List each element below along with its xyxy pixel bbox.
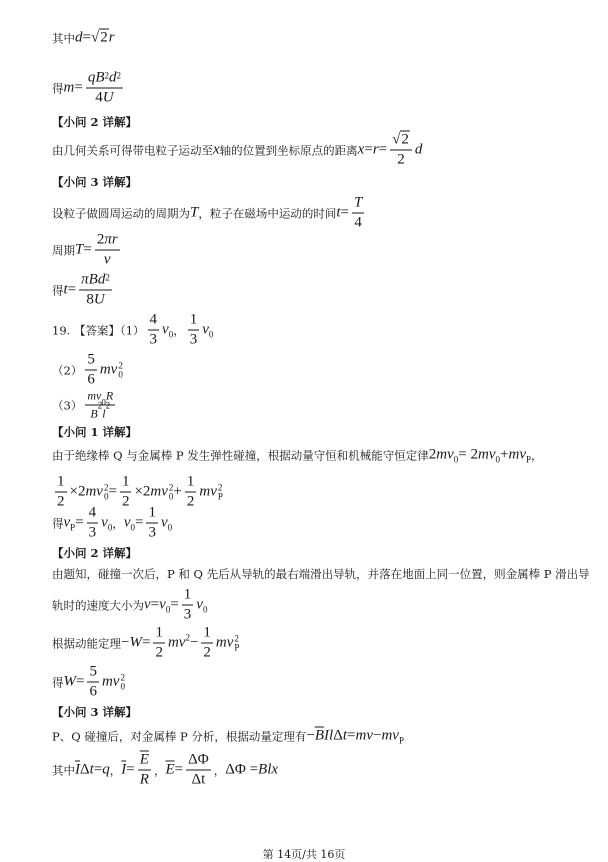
math-variable: r [372, 141, 379, 158]
section-heading [52, 424, 137, 440]
solution-line [52, 195, 367, 232]
solution-line [52, 232, 123, 269]
math-superscript: 2 [185, 632, 190, 642]
math-text: 4 [88, 504, 97, 521]
math-subscript: 0 [168, 329, 174, 339]
math-variable: v [123, 514, 131, 531]
fraction-denominator [395, 151, 407, 169]
math-fraction [85, 389, 115, 422]
text-run: ， [109, 763, 122, 777]
math-fraction [86, 70, 123, 107]
math-sqrt [91, 30, 109, 47]
fraction-denominator [88, 400, 112, 422]
math-variable: t [63, 281, 68, 298]
math-text: 1 [57, 473, 65, 490]
fraction-denominator [185, 493, 197, 511]
math-text: 3 [88, 524, 97, 541]
math-variable: r [108, 29, 115, 46]
math-text: 4 [354, 214, 362, 231]
math-variable: d [75, 29, 83, 46]
math-text: 1 [121, 473, 130, 490]
text-run: （2） [52, 363, 83, 377]
math-text: 8 [86, 291, 94, 308]
math-fraction [146, 505, 158, 542]
fraction-numerator [352, 195, 364, 214]
math-variable: W [63, 673, 76, 690]
fraction-denominator [182, 606, 194, 624]
text-run: ， [531, 448, 543, 462]
fraction-numerator [85, 352, 97, 371]
sqrt-sign: √ [90, 29, 100, 46]
text-run: 由于绝缘棒 Q 与金属棒 P 发生弹性碰撞，根据动量守恒和机械能守恒定律 [52, 448, 429, 462]
text-run: 其中 [52, 763, 75, 777]
math-text: 6 [87, 371, 95, 388]
math-variable: mv [167, 634, 186, 651]
solution-line [52, 752, 278, 789]
fraction-denominator [87, 683, 99, 701]
math-variable: mv [87, 388, 102, 403]
math-text: = [126, 761, 135, 778]
math-fraction [185, 474, 197, 511]
section-heading [52, 174, 137, 190]
heading-text: 【小问 2 详解】 [52, 546, 138, 560]
math-text: 4 [95, 89, 103, 106]
math-text: = [364, 141, 373, 158]
math-text: = [108, 483, 117, 500]
math-subscript: 0 [120, 681, 125, 691]
math-mean-value: $\overline{E}$ [165, 761, 175, 778]
math-variable: mv [508, 446, 526, 463]
math-superscript: 2 [103, 482, 109, 492]
fraction-denominator [148, 331, 160, 349]
math-text: ΔΦ = [225, 761, 259, 778]
math-variable: t [342, 727, 348, 744]
section-heading [52, 704, 137, 720]
fraction-numerator [148, 312, 160, 331]
math-text: 5 [87, 351, 95, 368]
math-variable: mv [478, 446, 496, 463]
math-text: Δt [191, 771, 206, 788]
fraction-numerator [79, 272, 112, 291]
math-text: + [500, 446, 509, 463]
text-run: （3） [52, 398, 83, 412]
sqrt-radicand: 2 [100, 29, 108, 46]
fraction-denominator [352, 214, 364, 232]
math-text: − [189, 634, 199, 651]
math-text: − [306, 727, 315, 744]
text-run: ， [213, 763, 226, 777]
math-text: 6 [89, 683, 97, 700]
math-text: 3 [183, 606, 192, 623]
math-fraction [79, 272, 112, 309]
fraction-numerator [87, 664, 99, 683]
math-subscript: 0 [107, 522, 113, 532]
math-text: 1 [155, 624, 163, 641]
math-fraction [153, 625, 165, 662]
math-variable: W [129, 634, 142, 651]
math-fraction [390, 132, 412, 169]
heading-text: 【小问 1 详解】 [52, 425, 138, 439]
math-variable: t [89, 761, 94, 778]
math-variable: Blx [258, 761, 279, 778]
math-text: = [76, 673, 85, 690]
solution-line [52, 505, 172, 542]
math-text: 1 [189, 311, 198, 328]
math-subscript: 0 [208, 329, 214, 339]
text-run: ，粒子在磁场中运动的时间 [198, 206, 337, 220]
math-variable: t [336, 204, 341, 221]
math-mean-value: $\overline{I}$ [121, 761, 127, 778]
math-subscript: 0 [118, 369, 123, 379]
math-fraction [148, 312, 160, 349]
math-subscript: 0 [495, 454, 501, 464]
math-superscript: 2 [105, 400, 111, 411]
heading-text: 【小问 3 详解】 [52, 705, 138, 719]
fraction-numerator [86, 70, 123, 89]
math-text: = [174, 761, 184, 778]
math-variable: R [139, 771, 149, 788]
section-heading [52, 545, 137, 561]
text-run: 周期 [52, 243, 75, 257]
math-text: 2 [155, 644, 163, 661]
math-text: 5 [89, 663, 97, 680]
math-subscript: 0 [130, 522, 135, 532]
math-text: = [347, 727, 356, 744]
math-superscript: 2 [234, 633, 239, 643]
math-text: 2 [121, 493, 130, 510]
math-variable: q [102, 761, 110, 778]
math-sqrt [392, 132, 410, 149]
section-heading [52, 114, 137, 130]
math-text: 2 [203, 644, 211, 661]
fraction-denominator [188, 331, 200, 349]
text-run: 其中 [52, 31, 75, 45]
math-text: 4 [149, 311, 158, 328]
math-variable: v [101, 514, 108, 531]
math-text: ×2 [69, 483, 86, 500]
math-text: = [150, 596, 160, 613]
fraction-denominator [138, 771, 151, 789]
math-subscript: 0 [168, 491, 174, 501]
solution-line [52, 447, 543, 464]
math-subscript: P [234, 642, 240, 652]
math-text: 2 [397, 151, 405, 168]
solution-line [52, 566, 590, 582]
math-text: = [67, 281, 77, 298]
text-run: 得 [52, 516, 64, 530]
math-text: 2 [57, 493, 65, 510]
math-variable: v [162, 321, 169, 338]
text-run: 由题知，碰撞一次后，P 和 Q 先后从导轨的最右端滑出导轨，并落在地面上同一位置，则金属棒 P 滑出导 [52, 567, 590, 581]
math-text: ×2 [134, 483, 151, 500]
math-subscript: 0 [101, 397, 106, 408]
math-subsup [118, 361, 123, 379]
math-fraction [85, 352, 97, 389]
math-fraction [87, 505, 99, 542]
fraction-denominator [153, 644, 165, 662]
fraction-denominator [87, 524, 99, 542]
math-superscript: 2 [97, 400, 103, 411]
text-run: 19. 【答案】（1） [52, 323, 145, 337]
fraction-numerator [138, 752, 151, 771]
math-text: − [372, 727, 382, 744]
text-run: 根据动能定理 [52, 636, 121, 650]
math-mean-value: $\overline{B}$ [314, 727, 325, 744]
math-variable: qB [87, 69, 105, 86]
math-variable: x [357, 141, 365, 158]
math-text: = [75, 514, 84, 531]
solution-line [52, 272, 115, 309]
text-run: 得 [52, 81, 64, 95]
fraction-numerator [55, 474, 67, 493]
math-fraction [182, 587, 194, 624]
math-mean-value: $\overline{I}$ [75, 761, 80, 778]
math-superscript: 2 [105, 272, 110, 283]
text-run: 由几何关系可得带电粒子运动至 [52, 143, 213, 157]
heading-text: 【小问 3 详解】 [52, 175, 138, 189]
math-subscript: 0 [453, 454, 459, 464]
heading-text: 【小问 2 详解】 [52, 115, 138, 129]
math-subscript: 0 [202, 604, 208, 614]
text-run: ， [173, 323, 185, 337]
math-fraction [201, 625, 213, 662]
fraction-denominator [102, 251, 113, 269]
math-variable: Il [324, 727, 334, 744]
math-text: = [340, 204, 349, 221]
solution-line [52, 352, 123, 389]
fraction-numerator [185, 474, 197, 493]
math-subsup [234, 634, 239, 652]
math-text: = [93, 761, 103, 778]
text-run: ， [112, 516, 124, 530]
math-text: 1 [148, 504, 156, 521]
solution-line [52, 587, 207, 624]
math-variable: mv [215, 634, 234, 651]
math-text: = [82, 29, 91, 46]
math-text: 3 [189, 331, 198, 348]
page-footer: 第 14页/共 16页 [262, 848, 346, 861]
fraction-numerator [87, 505, 99, 524]
math-superscript: 2 [217, 482, 223, 492]
text-run: 得 [52, 283, 64, 297]
math-text: 2 [428, 446, 437, 463]
math-variable: T [353, 194, 363, 211]
fraction-denominator [146, 524, 158, 542]
math-variable: x [213, 141, 220, 158]
math-text: − [121, 634, 130, 651]
solution-line [52, 132, 422, 169]
fraction-numerator [146, 505, 158, 524]
math-subscript: P [525, 454, 531, 464]
math-subscript: P [217, 491, 223, 501]
math-superscript: 2 [104, 70, 109, 81]
solution-line [52, 625, 239, 662]
math-fraction [352, 195, 364, 232]
math-superscript: 2 [116, 70, 121, 81]
math-variable: mv [85, 483, 103, 500]
fraction-denominator [84, 291, 106, 309]
math-text: = [141, 634, 151, 651]
math-superscript: 2 [118, 360, 123, 370]
math-variable: T [190, 204, 199, 221]
math-text: 2 [96, 231, 105, 248]
math-text: Δ [333, 727, 343, 744]
math-text: 1 [186, 473, 195, 490]
math-fraction [186, 752, 211, 789]
fraction-numerator [188, 312, 200, 331]
math-variable: v [202, 321, 209, 338]
math-variable: v [160, 514, 168, 531]
math-superscript: 2 [120, 672, 125, 682]
math-variable: πBd [81, 271, 106, 288]
math-variable: mv [199, 483, 217, 500]
math-variable: v [159, 596, 166, 613]
text-run: 轨时的速度大小为 [52, 598, 144, 612]
math-subsup [120, 673, 125, 691]
math-variable: v [144, 596, 151, 613]
fraction-numerator [390, 132, 412, 151]
math-variable: mv [101, 673, 120, 690]
text-run: P、Q 碰撞后，对金属棒 P 分析，根据动量定理有 [52, 729, 307, 743]
math-text: 3 [148, 524, 156, 541]
math-variable: mv [381, 727, 399, 744]
math-text: 1 [203, 624, 211, 641]
text-run: 轴的位置到坐标原点的距离 [219, 143, 358, 157]
math-variable: T [75, 241, 84, 258]
math-variable: v [63, 514, 71, 531]
fraction-numerator [153, 625, 165, 644]
math-subscript: 0 [165, 604, 171, 614]
fraction-denominator [201, 644, 213, 662]
fraction-numerator [186, 752, 211, 771]
math-superscript: 2 [168, 482, 174, 492]
math-variable: l [102, 406, 106, 421]
math-mean-value: $\overline{E}$ [139, 751, 149, 768]
math-text: 1 [183, 586, 192, 603]
math-variable: v [103, 251, 111, 268]
math-text: = [170, 596, 179, 613]
math-text: = [135, 514, 144, 531]
math-variable: πr [104, 231, 118, 248]
math-variable: mv [436, 446, 454, 463]
fraction-numerator [201, 625, 213, 644]
math-text: = [83, 241, 92, 258]
sqrt-radicand: 2 [401, 131, 409, 148]
fraction-numerator [182, 587, 194, 606]
math-subscript: 0 [103, 491, 109, 501]
math-variable: m [63, 79, 75, 96]
fraction-numerator [95, 232, 120, 251]
text-run: 得 [52, 675, 64, 689]
math-text: Δ [80, 761, 90, 778]
math-text: + [173, 483, 182, 500]
math-text: = [74, 79, 83, 96]
math-variable: B [90, 406, 98, 421]
text-run: 设粒子做圆周运动的周期为 [52, 206, 190, 220]
solution-line [52, 728, 404, 745]
math-variable: R [105, 388, 114, 403]
solution-line [52, 664, 125, 701]
text-run: ， [153, 763, 166, 777]
math-text: = 2 [458, 446, 479, 463]
math-subscript: 0 [167, 522, 173, 532]
math-text: 3 [149, 331, 158, 348]
math-fraction [87, 664, 99, 701]
math-fraction [138, 752, 151, 789]
solution-line [52, 389, 118, 422]
math-subscript: P [398, 735, 404, 745]
math-variable: U [93, 291, 105, 308]
math-text: ΔΦ [188, 751, 209, 768]
fraction-denominator [93, 89, 115, 107]
math-variable: mv [150, 483, 168, 500]
solution-line [52, 70, 126, 107]
math-fraction [188, 312, 200, 349]
fraction-numerator [120, 474, 132, 493]
fraction-denominator [189, 771, 207, 789]
math-variable: d [108, 69, 117, 86]
math-text: = [378, 141, 388, 158]
math-variable: v [196, 596, 203, 613]
solution-line [52, 30, 115, 47]
math-variable: d [414, 141, 423, 158]
fraction-denominator [85, 371, 97, 389]
math-variable: mv [99, 361, 118, 378]
solution-line [52, 312, 213, 349]
math-text: 2 [186, 493, 195, 510]
math-variable: mv [355, 727, 373, 744]
math-subscript: P [70, 522, 76, 532]
sqrt-sign: √ [392, 131, 401, 148]
math-fraction [95, 232, 120, 269]
math-subsup [218, 483, 223, 501]
math-variable: U [102, 89, 114, 106]
